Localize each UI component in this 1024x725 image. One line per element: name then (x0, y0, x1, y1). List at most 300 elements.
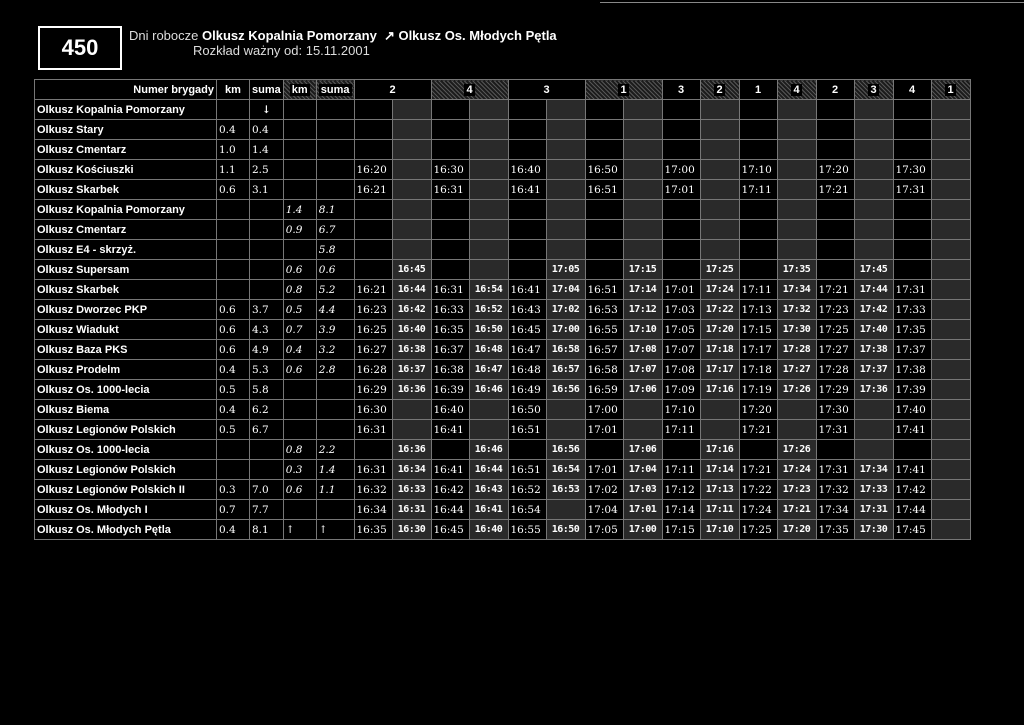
departure-time: 17:34 (777, 280, 816, 300)
stop-row (35, 220, 971, 240)
up-arrow-icon: ↗ (384, 28, 395, 43)
departure-time: 17:45 (854, 260, 893, 280)
departure-time: 16:30 (431, 160, 469, 180)
km-value: 0.6 (217, 180, 250, 200)
departure-time (623, 100, 662, 120)
suma2-value (316, 420, 354, 440)
departure-time (546, 180, 585, 200)
departure-time (469, 200, 508, 220)
departure-time (392, 100, 431, 120)
departure-time: 16:38 (431, 360, 469, 380)
departure-time: 17:26 (777, 440, 816, 460)
departure-time (854, 420, 893, 440)
departure-time: 16:31 (431, 280, 469, 300)
departure-time (777, 100, 816, 120)
stop-row (35, 160, 971, 180)
departure-time: 16:36 (392, 440, 431, 460)
departure-time (546, 420, 585, 440)
suma2-header: suma (316, 80, 354, 100)
departure-time (739, 240, 777, 260)
stop-name: Olkusz Supersam (35, 260, 217, 280)
departure-time (662, 140, 700, 160)
departure-time (700, 100, 739, 120)
suma-header: suma (250, 80, 284, 100)
stop-name: Olkusz Kopalnia Pomorzany (35, 200, 217, 220)
departure-time: 17:09 (662, 380, 700, 400)
departure-time: 17:05 (546, 260, 585, 280)
stop-name: Olkusz Kościuszki (35, 160, 217, 180)
departure-time (816, 220, 854, 240)
km2-value (283, 180, 316, 200)
km-value (217, 280, 250, 300)
departure-time (739, 140, 777, 160)
departure-time (392, 240, 431, 260)
departure-time (816, 440, 854, 460)
departure-time: 17:00 (623, 520, 662, 540)
departure-time: 17:25 (700, 260, 739, 280)
km2-value (283, 160, 316, 180)
brigade-number: 3 (662, 80, 700, 100)
departure-time: 17:02 (546, 300, 585, 320)
departure-time (623, 200, 662, 220)
departure-time: 17:00 (546, 320, 585, 340)
departure-time (777, 420, 816, 440)
departure-time: 16:52 (469, 300, 508, 320)
km-value (217, 100, 250, 120)
departure-time: 16:45 (508, 320, 546, 340)
departure-time: 16:41 (508, 280, 546, 300)
departure-time: 17:00 (585, 400, 623, 420)
departure-time (585, 140, 623, 160)
departure-time (700, 240, 739, 260)
departure-time: 16:44 (469, 460, 508, 480)
departure-time (854, 120, 893, 140)
km2-value (283, 140, 316, 160)
departure-time: 17:07 (623, 360, 662, 380)
stop-name: Olkusz Kopalnia Pomorzany (35, 100, 217, 120)
suma-value: 0.4 (250, 120, 284, 140)
departure-time (931, 120, 970, 140)
origin-stop: Olkusz Kopalnia Pomorzany (202, 28, 377, 43)
stop-row (35, 480, 971, 500)
departure-time: 16:37 (392, 360, 431, 380)
departure-time (546, 160, 585, 180)
departure-time (508, 220, 546, 240)
departure-time (931, 460, 970, 480)
departure-time (662, 200, 700, 220)
departure-time: 17:40 (893, 400, 931, 420)
validity-date: Rozkład ważny od: 15.11.2001 (193, 43, 370, 58)
departure-time: 16:37 (431, 340, 469, 360)
departure-time: 16:21 (354, 180, 392, 200)
suma-value: 6.2 (250, 400, 284, 420)
suma-value: ↓ (250, 100, 284, 120)
departure-time: 17:29 (816, 380, 854, 400)
departure-time: 16:58 (585, 360, 623, 380)
departure-time (777, 400, 816, 420)
departure-time (777, 200, 816, 220)
departure-time: 16:48 (469, 340, 508, 360)
departure-time: 17:20 (739, 400, 777, 420)
departure-time: 17:31 (893, 180, 931, 200)
departure-time: 17:37 (893, 340, 931, 360)
suma2-value: 0.6 (316, 260, 354, 280)
suma2-value (316, 160, 354, 180)
km2-value: 0.4 (283, 340, 316, 360)
departure-time: 17:22 (700, 300, 739, 320)
km-value (217, 240, 250, 260)
departure-time (931, 380, 970, 400)
brigade-number: 2 (354, 80, 431, 100)
departure-time (585, 240, 623, 260)
suma2-value (316, 100, 354, 120)
suma-value: 1.4 (250, 140, 284, 160)
departure-time: 17:04 (623, 460, 662, 480)
departure-time: 16:50 (469, 320, 508, 340)
departure-time: 17:44 (893, 500, 931, 520)
departure-time: 16:35 (431, 320, 469, 340)
departure-time: 16:30 (392, 520, 431, 540)
stop-name: Olkusz Wiadukt (35, 320, 217, 340)
km2-value: 0.8 (283, 280, 316, 300)
departure-time (816, 140, 854, 160)
km-value (217, 440, 250, 460)
departure-time: 16:40 (469, 520, 508, 540)
km-value (217, 200, 250, 220)
departure-time (546, 240, 585, 260)
stop-name: Olkusz Os. Młodych I (35, 500, 217, 520)
departure-time (893, 120, 931, 140)
departure-time (931, 340, 970, 360)
departure-time: 16:41 (469, 500, 508, 520)
departure-time (777, 140, 816, 160)
departure-time (931, 300, 970, 320)
departure-time (354, 440, 392, 460)
departure-time (739, 200, 777, 220)
km2-value: 0.7 (283, 320, 316, 340)
departure-time (931, 220, 970, 240)
departure-time: 17:35 (893, 320, 931, 340)
timetable-header (129, 28, 557, 58)
departure-time (700, 200, 739, 220)
departure-time: 16:50 (546, 520, 585, 540)
departure-time (931, 180, 970, 200)
departure-time (585, 220, 623, 240)
departure-time (623, 240, 662, 260)
departure-time (546, 120, 585, 140)
departure-time (585, 120, 623, 140)
departure-time (469, 140, 508, 160)
departure-time: 17:17 (700, 360, 739, 380)
departure-time: 17:21 (739, 460, 777, 480)
departure-time (777, 220, 816, 240)
km2-value: 0.6 (283, 480, 316, 500)
km2-value (283, 420, 316, 440)
stop-row (35, 300, 971, 320)
departure-time: 17:16 (700, 440, 739, 460)
departure-time: 16:54 (546, 460, 585, 480)
departure-time: 17:30 (816, 400, 854, 420)
departure-time (469, 240, 508, 260)
departure-time (354, 220, 392, 240)
suma2-value: 6.7 (316, 220, 354, 240)
route-number: 450 (38, 26, 122, 70)
departure-time: 16:40 (431, 400, 469, 420)
departure-time: 16:49 (508, 380, 546, 400)
stop-name: Olkusz Os. 1000-lecia (35, 380, 217, 400)
departure-time (469, 180, 508, 200)
departure-time: 17:02 (585, 480, 623, 500)
stop-row (35, 280, 971, 300)
departure-time (854, 240, 893, 260)
timetable (34, 79, 971, 540)
departure-time: 17:01 (585, 460, 623, 480)
departure-time: 16:55 (508, 520, 546, 540)
km-value: 0.4 (217, 520, 250, 540)
departure-time: 16:41 (508, 180, 546, 200)
departure-time (854, 160, 893, 180)
departure-time (931, 420, 970, 440)
departure-time: 17:23 (777, 480, 816, 500)
departure-time: 16:31 (354, 460, 392, 480)
departure-time (431, 440, 469, 460)
departure-time: 17:22 (739, 480, 777, 500)
departure-time: 17:31 (816, 460, 854, 480)
departure-time (585, 440, 623, 460)
stop-row (35, 200, 971, 220)
departure-time: 17:15 (739, 320, 777, 340)
departure-time (392, 220, 431, 240)
departure-time: 16:43 (508, 300, 546, 320)
suma-value: 5.3 (250, 360, 284, 380)
departure-time: 17:11 (662, 420, 700, 440)
stop-row (35, 380, 971, 400)
departure-time (392, 120, 431, 140)
suma-value: 5.8 (250, 380, 284, 400)
departure-time: 17:31 (893, 280, 931, 300)
departure-time: 17:18 (700, 340, 739, 360)
stop-row (35, 140, 971, 160)
stop-row (35, 440, 971, 460)
departure-time (354, 240, 392, 260)
departure-time (469, 400, 508, 420)
km-value: 0.5 (217, 420, 250, 440)
km2-value: 0.6 (283, 260, 316, 280)
stop-row (35, 120, 971, 140)
departure-time (508, 200, 546, 220)
departure-time (931, 260, 970, 280)
brigade-number: 4 (431, 80, 508, 100)
departure-time (931, 360, 970, 380)
departure-time (469, 100, 508, 120)
departure-time: 17:34 (854, 460, 893, 480)
departure-time: 17:01 (662, 280, 700, 300)
departure-time: 17:38 (854, 340, 893, 360)
suma-value: 3.7 (250, 300, 284, 320)
departure-time (623, 180, 662, 200)
departure-time (623, 420, 662, 440)
departure-time: 16:47 (469, 360, 508, 380)
departure-time: 16:50 (508, 400, 546, 420)
brigade-number: 1 (931, 80, 970, 100)
departure-time (777, 160, 816, 180)
departure-time: 17:10 (623, 320, 662, 340)
km2-value: 0.6 (283, 360, 316, 380)
departure-time: 17:10 (700, 520, 739, 540)
departure-time (431, 100, 469, 120)
km-value: 0.4 (217, 360, 250, 380)
departure-time: 16:31 (431, 180, 469, 200)
departure-time (931, 140, 970, 160)
departure-time: 17:36 (854, 380, 893, 400)
km-value: 0.6 (217, 340, 250, 360)
departure-time: 17:28 (777, 340, 816, 360)
km-value: 1.1 (217, 160, 250, 180)
departure-time (354, 120, 392, 140)
departure-time (931, 480, 970, 500)
suma2-value (316, 120, 354, 140)
suma2-value: ↑ (316, 520, 354, 540)
departure-time (777, 180, 816, 200)
suma2-value: 1.1 (316, 480, 354, 500)
departure-time (931, 100, 970, 120)
departure-time: 17:03 (662, 300, 700, 320)
departure-time: 17:01 (662, 180, 700, 200)
departure-time: 16:51 (508, 420, 546, 440)
departure-time: 17:35 (777, 260, 816, 280)
departure-time: 16:45 (431, 520, 469, 540)
departure-time: 16:35 (354, 520, 392, 540)
departure-time: 16:27 (354, 340, 392, 360)
departure-time: 16:29 (354, 380, 392, 400)
departure-time: 17:11 (700, 500, 739, 520)
departure-time (431, 260, 469, 280)
departure-time: 17:21 (816, 280, 854, 300)
brigade-number: 3 (854, 80, 893, 100)
departure-time: 16:59 (585, 380, 623, 400)
departure-time: 17:05 (585, 520, 623, 540)
departure-time: 17:23 (816, 300, 854, 320)
departure-time: 16:51 (508, 460, 546, 480)
departure-time: 16:36 (392, 380, 431, 400)
departure-time: 16:33 (431, 300, 469, 320)
departure-time (816, 200, 854, 220)
departure-time: 16:58 (546, 340, 585, 360)
departure-time (700, 420, 739, 440)
suma2-value (316, 180, 354, 200)
departure-time: 16:28 (354, 360, 392, 380)
departure-time (777, 120, 816, 140)
suma-value (250, 440, 284, 460)
departure-time (392, 400, 431, 420)
departure-time (431, 200, 469, 220)
departure-time (585, 200, 623, 220)
km2-value (283, 100, 316, 120)
departure-time (739, 260, 777, 280)
brigade-number: 4 (777, 80, 816, 100)
suma-value (250, 200, 284, 220)
departure-time: 17:01 (585, 420, 623, 440)
stop-name: Olkusz Prodelm (35, 360, 217, 380)
departure-time (354, 260, 392, 280)
departure-time (700, 180, 739, 200)
km2-value (283, 400, 316, 420)
departure-time: 17:26 (777, 380, 816, 400)
departure-time: 16:30 (354, 400, 392, 420)
stop-name: Olkusz E4 - skrzyż. (35, 240, 217, 260)
departure-time: 17:28 (816, 360, 854, 380)
departure-time: 16:56 (546, 380, 585, 400)
departure-time: 17:19 (739, 380, 777, 400)
departure-time: 17:21 (739, 420, 777, 440)
departure-time (854, 200, 893, 220)
suma2-value: 4.4 (316, 300, 354, 320)
departure-time: 17:24 (700, 280, 739, 300)
departure-time: 17:39 (893, 380, 931, 400)
departure-time: 17:41 (893, 460, 931, 480)
departure-time: 17:20 (700, 320, 739, 340)
brigade-number: 2 (700, 80, 739, 100)
km2-value: 1.4 (283, 200, 316, 220)
suma2-value: 2.8 (316, 360, 354, 380)
departure-time (392, 180, 431, 200)
departure-time (392, 140, 431, 160)
departure-time: 17:16 (700, 380, 739, 400)
suma2-value (316, 380, 354, 400)
stop-name: Olkusz Baza PKS (35, 340, 217, 360)
departure-time: 17:08 (662, 360, 700, 380)
brigade-number: 4 (893, 80, 931, 100)
departure-time (662, 260, 700, 280)
departure-time: 16:54 (469, 280, 508, 300)
departure-time (623, 160, 662, 180)
departure-time (431, 240, 469, 260)
departure-time: 17:27 (816, 340, 854, 360)
departure-time (854, 440, 893, 460)
km-value: 1.0 (217, 140, 250, 160)
departure-time: 16:53 (546, 480, 585, 500)
departure-time (893, 220, 931, 240)
departure-time (931, 320, 970, 340)
departure-time: 16:20 (354, 160, 392, 180)
departure-time (662, 240, 700, 260)
suma2-value: 5.8 (316, 240, 354, 260)
departure-time: 17:21 (777, 500, 816, 520)
departure-time: 16:56 (546, 440, 585, 460)
suma2-value: 5.2 (316, 280, 354, 300)
departure-time (931, 400, 970, 420)
departure-time (700, 160, 739, 180)
suma-value: 8.1 (250, 520, 284, 540)
departure-time: 16:54 (508, 500, 546, 520)
stop-row (35, 320, 971, 340)
departure-time: 16:47 (508, 340, 546, 360)
departure-time (854, 220, 893, 240)
stop-row (35, 400, 971, 420)
departure-time: 16:51 (585, 180, 623, 200)
top-border-line (600, 2, 1024, 3)
departure-time: 16:31 (392, 500, 431, 520)
departure-time: 17:05 (662, 320, 700, 340)
departure-time (893, 140, 931, 160)
departure-time: 17:42 (854, 300, 893, 320)
departure-time: 17:25 (739, 520, 777, 540)
departure-time (392, 160, 431, 180)
departure-time (431, 120, 469, 140)
departure-time: 16:40 (392, 320, 431, 340)
departure-time (854, 400, 893, 420)
departure-time (931, 200, 970, 220)
